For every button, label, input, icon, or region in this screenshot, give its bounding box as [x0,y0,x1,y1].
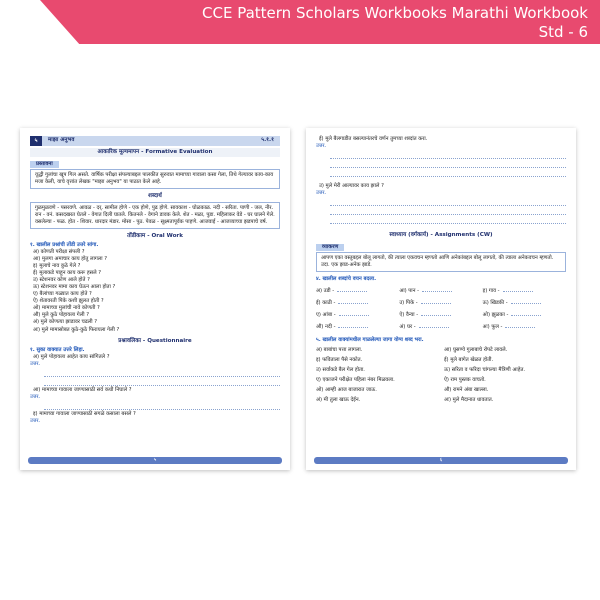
answer-line[interactable] [44,403,280,410]
fill-blank-grid [316,347,566,404]
list-item: आ) मुलगा अमाचार काय होतु लागला ? [33,256,108,263]
plural-word: ओ) झुळका - [482,311,509,318]
fill-blank-title: ५. खालील वाक्यांमधील गाळलेल्या जागा योग्य शब्द भरा. [316,336,424,343]
intro-text: यूद्धी गुलांचा खूप गिल असते. वार्षिक परीक्षा संपल्याबद्दल पालकीत सुरुवात मामाच्या गावाला कसा गेला, तिथे गेल्यावर काय-काय मजा केली, याचे वृत्तांत लेखक "माझा अनुभव" या पाठात केले आहे. [30,169,280,189]
plural-answer-blank[interactable] [511,310,541,316]
written-question: आ) मामाच्या गावाला जाण्यासाठी सर्व कधी निघाले ? [33,387,132,394]
plural-item [399,322,482,331]
answer-label: उत्तर. [30,394,41,401]
plural-item [483,322,566,331]
oral-question-title: १. खालील प्रश्नांची तोंडी उत्तरे सांगा. [30,242,99,249]
answer-line[interactable] [330,170,566,177]
plural-answer-blank[interactable] [421,310,451,316]
list-item: अ) कोणती परीक्षा संपली ? [33,249,85,256]
banner-subtitle: Std - 6 [538,23,588,41]
list-item: औ) मुले कुठे पोहायला गेली ? [33,312,89,319]
fill-sentence[interactable]: ए) एकाजने परीक्षेत पहिला नंबर मिळवला. [316,376,395,383]
plural-word: आ) पान - [399,287,419,294]
plural-word: अः) फूल - [482,323,503,330]
answer-line[interactable] [330,199,566,206]
open-workbook [20,128,576,470]
plural-word-grid [316,286,566,331]
plural-answer-blank[interactable] [339,310,369,316]
fill-sentence[interactable]: औ) रामने अंबा खाल्ला. [444,386,489,393]
list-item: उ) स्टेशनवर कोण आले होते ? [33,277,90,284]
page-footer: ६ [314,457,568,464]
plural-answer-blank[interactable] [505,322,535,328]
oral-heading-en: Oral Work [151,232,183,239]
formative-heading: आकारिक मूल्यमापन - Formative Evaluation [30,148,280,157]
plural-word: ऐ) वैन्या - [399,311,419,318]
plural-item [483,310,566,319]
banner-title: CCE Pattern Scholars Workbooks Marathi Workbook [202,4,588,22]
written-question: ई) मुले बैलगाडीत बसल्यानंतरचे वर्णन तुमच्या शब्दांत करा. [319,136,428,142]
answer-line[interactable] [330,208,566,215]
plural-answer-blank[interactable] [419,322,449,328]
list-item: अं) मुले कोणत्या झाडावर चढली ? [33,319,98,326]
plural-word: इ) गाव - [482,287,500,294]
top-banner [0,0,600,44]
plural-item [483,298,566,307]
plural-item [399,310,482,319]
assignments-heading: स्वाध्याय (वर्गकार्य) - Assignments (CW) [389,232,493,239]
chapter-title: माझा अनुभव [48,137,75,144]
questionnaire-heading-en: Questionnaire [147,337,192,344]
list-item: ऊ) स्टेशनवर मामा काय घेऊन आला होता ? [33,284,116,291]
plural-item [483,286,566,295]
plural-answer-blank[interactable] [338,298,368,304]
chapter-code: ५.१.१ [261,137,274,144]
intro-label: प्रस्तावना [30,161,59,168]
plural-word: अ) उडी - [316,287,335,294]
answer-line[interactable] [44,379,280,386]
chapter-number: ५ [30,136,42,146]
plural-answer-blank[interactable] [511,298,541,304]
list-item: ओ) मामाच्या मुलांची नावे कोणती ? [33,305,100,312]
answer-label: उत्तर. [316,190,327,197]
list-item: ऐ) शेतावरती पिके कशी झुलत होती ? [33,298,104,305]
questionnaire-heading: प्रश्नावलिका - Questionnaire [118,337,192,344]
assignments-heading-en: Assignments (CW) [434,232,493,239]
fill-sentence[interactable]: अं) मी तुला खाऊ देईन. [316,396,361,403]
fill-sentence[interactable]: ई) मुले बागेत खेळत होती. [444,356,494,363]
plural-word: ई) काठी - [316,299,336,306]
answer-label: उत्तर. [30,361,41,368]
plural-item [399,298,482,307]
list-item: ए) बैलांच्या गळ्यात काय होते ? [33,291,92,298]
chapter-header [30,136,280,146]
left-page [20,128,290,470]
plural-word: ऊ) खिडकी - [482,299,508,306]
plural-item [316,298,399,307]
oral-question-list [30,249,280,333]
written-question: अ) मुले पोहायला आहेत काय सांगितले ? [33,354,110,361]
fill-sentence[interactable]: ओ) आम्ही आज बाजारात जाऊ. [316,386,377,393]
plural-word: औ) नदी - [316,323,336,330]
fill-sentence[interactable]: आ) घुसण्ये गुलाबाचे रोपटे लावले. [444,346,508,353]
page-footer: ५ [28,457,282,464]
written-question-title: १. सुका वाक्यात उत्तरे लिहा. [30,347,85,354]
written-question: उ) मुले मेरी आल्यावर काय झाले ? [319,183,384,190]
fill-sentence[interactable]: इ) फविताला पैसे नकोत. [316,356,363,363]
plural-item [316,310,399,319]
plural-answer-blank[interactable] [337,286,367,292]
plural-question-title: ४. खालील शब्दांचे वचन बदला. [316,275,377,282]
assignments-heading-mr: स्वाध्याय (वर्गकार्य) [389,232,429,239]
questionnaire-heading-mr: प्रश्नावलिका [118,337,141,344]
plural-item [316,322,399,331]
answer-line[interactable] [330,161,566,168]
plural-word: ए) आंबा - [316,311,336,318]
answer-line[interactable] [330,152,566,159]
answer-label: उत्तर. [30,418,41,425]
plural-answer-blank[interactable] [421,298,451,304]
fill-sentence[interactable]: उ) सर्वाकडे बैल गेल होता. [316,366,365,373]
vocab-heading: शब्दार्थ [148,193,162,200]
plural-answer-blank[interactable] [422,286,452,292]
plural-word: अं) घर - [399,323,416,330]
plural-word: उ) पिके - [399,299,418,306]
plural-item [316,286,399,295]
oral-heading-mr: तोंडीकाम [127,232,146,239]
grammar-text: आपण एका वस्तूबद्दल बोलू लागतो, की त्याला एकवचन म्हणतो आणि अनेकांबद्दल बोलू लागतो, की त्याला अनेकवचन म्हणतो. उदा. एक झाड-अनेक झाडे. [316,252,566,272]
answer-line[interactable] [44,370,280,377]
vocab-text: गुळमुळवणे - पसरवणे. आवळ - दर्. सामील होणे - एक होणे, पुढ होणे. सावकाश - घोळकाळ. नदी - सरिता. पाणी - जल, नीर. रान - वनं. कसदखरत घेतले - वेगात दिली घातले. कितनले - वेगाने डावक केले. शेत - मळा, पुडा. महिलाकर वेडे - घर घालने गेले. वसलेल्या - फळ. होत - शिवार. धारदार मंडार. मोसा - पुठ. पेवळ - सूक्ष्मतापूर्वक पाहणे. आजवाई - आजव्याच्या झडपाचे वर्ष. [30,202,280,229]
right-page [306,128,576,470]
fill-sentence[interactable]: ऐ) राम पुस्तक वाचतो. [444,376,486,383]
fill-sentence[interactable]: अः) मुले मैदानात धावतात. [444,396,494,403]
fill-sentence[interactable]: ऊ) सरिता व फरिदा चांगल्या मैत्रिणी आहेत. [444,366,526,373]
grammar-label: व्याकरण [316,244,344,251]
written-question: इ) मामाच्या गावाला जाण्यासाठी सगळे कसाला बसले ? [33,411,136,418]
list-item: अः) मुले मामासोबत कुठे-कुठे फिरायला गेली ? [33,326,120,333]
plural-item [399,286,482,295]
fill-sentence[interactable]: अ) बाबांचा पत्ता लागला. [316,346,363,353]
answer-line[interactable] [330,217,566,224]
plural-answer-blank[interactable] [338,322,368,328]
oral-heading: तोंडीकाम - Oral Work [127,232,183,239]
list-item: ई) मुलाकडे पाहून काय करू हसले ? [33,270,101,277]
answer-label: उत्तर. [316,143,327,150]
list-item: इ) मुलाचे नाव कुठे गेले ? [33,263,81,270]
plural-answer-blank[interactable] [503,286,533,292]
